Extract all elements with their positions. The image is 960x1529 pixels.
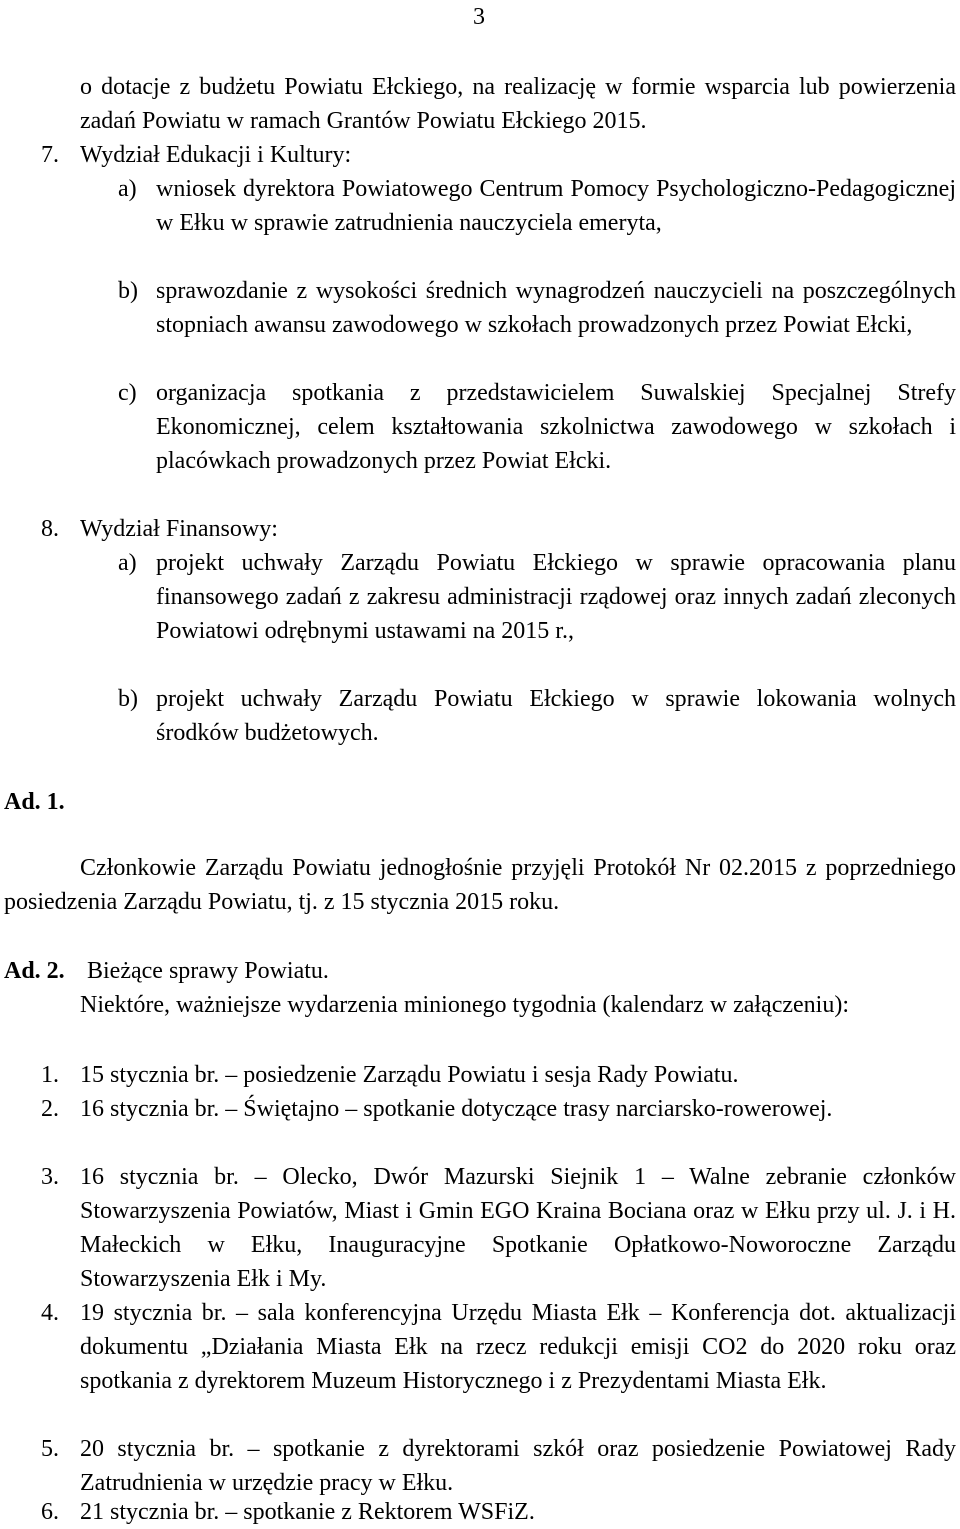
section7-item-c-marker: c) bbox=[118, 380, 137, 406]
intro-paragraph: o dotacje z budżetu Powiatu Ełckiego, na realizację w formie wsparcia lub powierzenia zadań Powiatu w ramach Grantów Powiatu Ełckiego 2015. bbox=[80, 74, 956, 134]
ad2-intro: Niektóre, ważniejsze wydarzenia minionego tygodnia (kalendarz w załączeniu): bbox=[80, 992, 849, 1018]
event-6-text: 21 stycznia br. – spotkanie z Rektorem WSFiZ. bbox=[80, 1499, 535, 1525]
event-2-number: 2. bbox=[41, 1096, 59, 1122]
section7-item-a: wniosek dyrektora Powiatowego Centrum Pomocy Psychologiczno-Pedagogicznej w Ełku w sprawie zatrudnienia nauczyciela emeryta, bbox=[156, 176, 956, 236]
section7-item-a-marker: a) bbox=[118, 176, 137, 202]
section8-number: 8. bbox=[41, 516, 59, 542]
event-5-text: 20 stycznia br. – spotkanie z dyrektorami szkół oraz posiedzenie Powiatowej Rady Zatrudnienia w urzędzie pracy w Ełku. bbox=[80, 1436, 956, 1496]
section8-item-a: projekt uchwały Zarządu Powiatu Ełckiego w sprawie opracowania planu finansowego zadań z zakresu administracji rządowej oraz innych zadań zleconych Powiatowi odrębnymi ustawami na 2015 r., bbox=[156, 550, 956, 644]
section8-item-a-marker: a) bbox=[118, 550, 137, 576]
event-5-number: 5. bbox=[41, 1436, 59, 1462]
event-4-number: 4. bbox=[41, 1300, 59, 1326]
event-4-text: 19 stycznia br. – sala konferencyjna Urzędu Miasta Ełk – Konferencja dot. aktualizacji dokumentu „Działania Miasta Ełk na rzecz redukcji emisji CO2 do 2020 roku oraz spotkania z dyrektorem Muzeum Historycznego i z Prezydentami Miasta Ełk. bbox=[80, 1300, 956, 1394]
ad2-title: Bieżące sprawy Powiatu. bbox=[87, 958, 329, 984]
ad2-heading: Ad. 2. bbox=[4, 958, 65, 984]
event-2-text: 16 stycznia br. – Świętajno – spotkanie dotyczące trasy narciarsko-rowerowej. bbox=[80, 1096, 833, 1122]
event-6-number: 6. bbox=[41, 1499, 59, 1525]
section8-item-b-marker: b) bbox=[118, 686, 138, 712]
section8-heading: Wydział Finansowy: bbox=[80, 516, 278, 542]
event-1-text: 15 stycznia br. – posiedzenie Zarządu Powiatu i sesja Rady Powiatu. bbox=[80, 1062, 739, 1088]
ad1-text: Członkowie Zarządu Powiatu jednogłośnie przyjęli Protokół Nr 02.2015 z poprzedniego posiedzenia Zarządu Powiatu, tj. z 15 stycznia 2015 roku. bbox=[4, 855, 956, 915]
event-3-number: 3. bbox=[41, 1164, 59, 1190]
section8-item-b: projekt uchwały Zarządu Powiatu Ełckiego w sprawie lokowania wolnych środków budżetowych. bbox=[156, 686, 956, 746]
section7-item-b-marker: b) bbox=[118, 278, 138, 304]
section7-number: 7. bbox=[41, 142, 59, 168]
event-3-text: 16 stycznia br. – Olecko, Dwór Mazurski Siejnik 1 – Walne zebranie członków Stowarzyszenia Powiatów, Miast i Gmin EGO Kraina Bociana oraz w Ełku przy ul. J. i H. Małeckich w Ełku, Inauguracyjne Spotkanie Opłatkowo-Noworoczne Zarządu Stowarzyszenia Ełk i My. bbox=[80, 1164, 956, 1292]
section7-item-b: sprawozdanie z wysokości średnich wynagrodzeń nauczycieli na poszczególnych stopniach awansu zawodowego w szkołach prowadzonych przez Powiat Ełcki, bbox=[156, 278, 956, 338]
page-number: 3 bbox=[473, 4, 485, 30]
section7-heading: Wydział Edukacji i Kultury: bbox=[80, 142, 352, 168]
ad1-heading: Ad. 1. bbox=[4, 789, 65, 815]
section7-item-c: organizacja spotkania z przedstawicielem Suwalskiej Specjalnej Strefy Ekonomicznej, celem kształtowania szkolnictwa zawodowego w szkołach i placówkach prowadzonych przez Powiat Ełcki. bbox=[156, 380, 956, 474]
event-1-number: 1. bbox=[41, 1062, 59, 1088]
